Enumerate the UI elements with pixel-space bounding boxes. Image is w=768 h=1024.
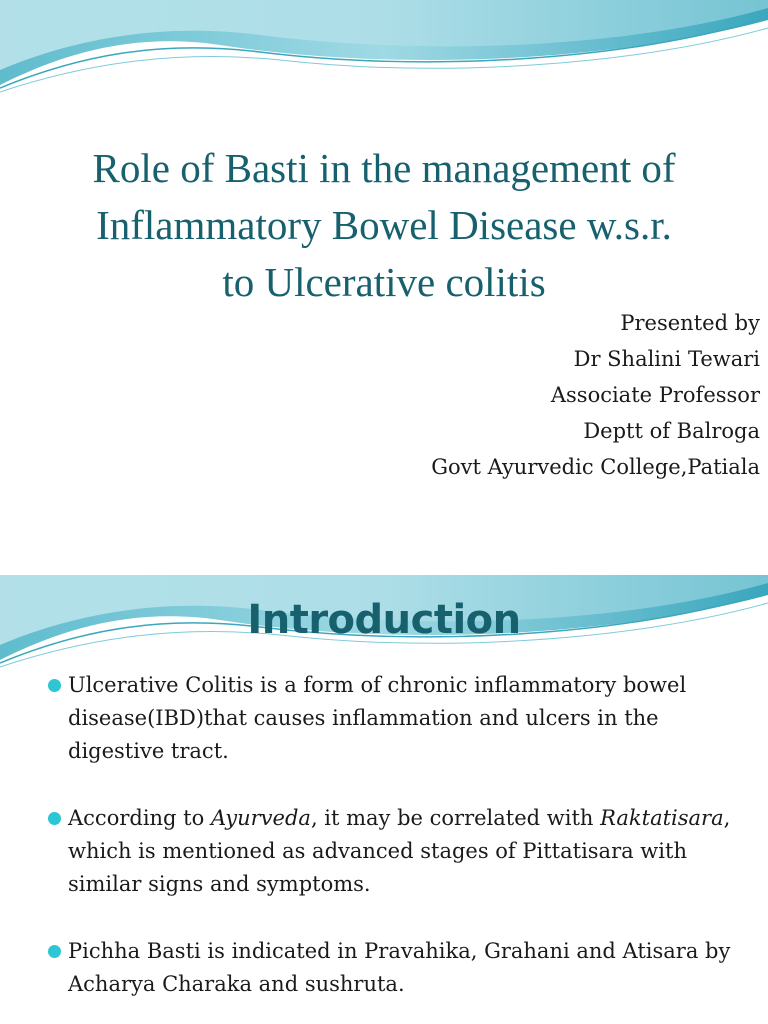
bullet-text: Pichha Basti is indicated in Pravahika, Grahani and Atisara by Acharya Charaka and sushruta. (68, 939, 731, 996)
list-item (48, 935, 748, 1001)
title-line: Inflammatory Bowel Disease w.s.r. (96, 202, 672, 248)
bullet-emphasis: Ayurveda (210, 806, 311, 830)
bullet-dot-icon (48, 812, 61, 825)
bullet-text: Ulcerative Colitis is a form of chronic inflammatory bowel disease(IBD)that causes inflammation and ulcers in the digestive tract. (68, 673, 687, 763)
presentation-title (20, 140, 748, 311)
header-wave-decoration (0, 0, 768, 100)
slide-title: Introduction (247, 597, 521, 643)
list-item (48, 802, 748, 901)
presenter-line: Govt Ayurvedic College,Patiala (431, 455, 760, 479)
title-line: to Ulcerative colitis (222, 259, 546, 305)
bullet-emphasis: Raktatisara (600, 806, 724, 830)
presenter-info (431, 305, 760, 485)
list-item (48, 669, 748, 768)
bullet-text-part: According to (68, 806, 211, 830)
presenter-line: Dr Shalini Tewari (573, 347, 760, 371)
bullet-text-part: , it may be correlated with (310, 806, 601, 830)
bullet-text-part: , which is mentioned as advanced stages of Pittatisara with similar signs and symptoms. (68, 806, 731, 896)
introduction-slide (0, 575, 768, 1024)
presenter-line: Associate Professor (550, 383, 760, 407)
presenter-line: Presented by (620, 311, 760, 335)
bullet-list (48, 669, 748, 1024)
bullet-dot-icon (48, 945, 61, 958)
bullet-dot-icon (48, 679, 61, 692)
presenter-line: Deptt of Balroga (583, 419, 760, 443)
title-line: Role of Basti in the management of (92, 145, 676, 191)
